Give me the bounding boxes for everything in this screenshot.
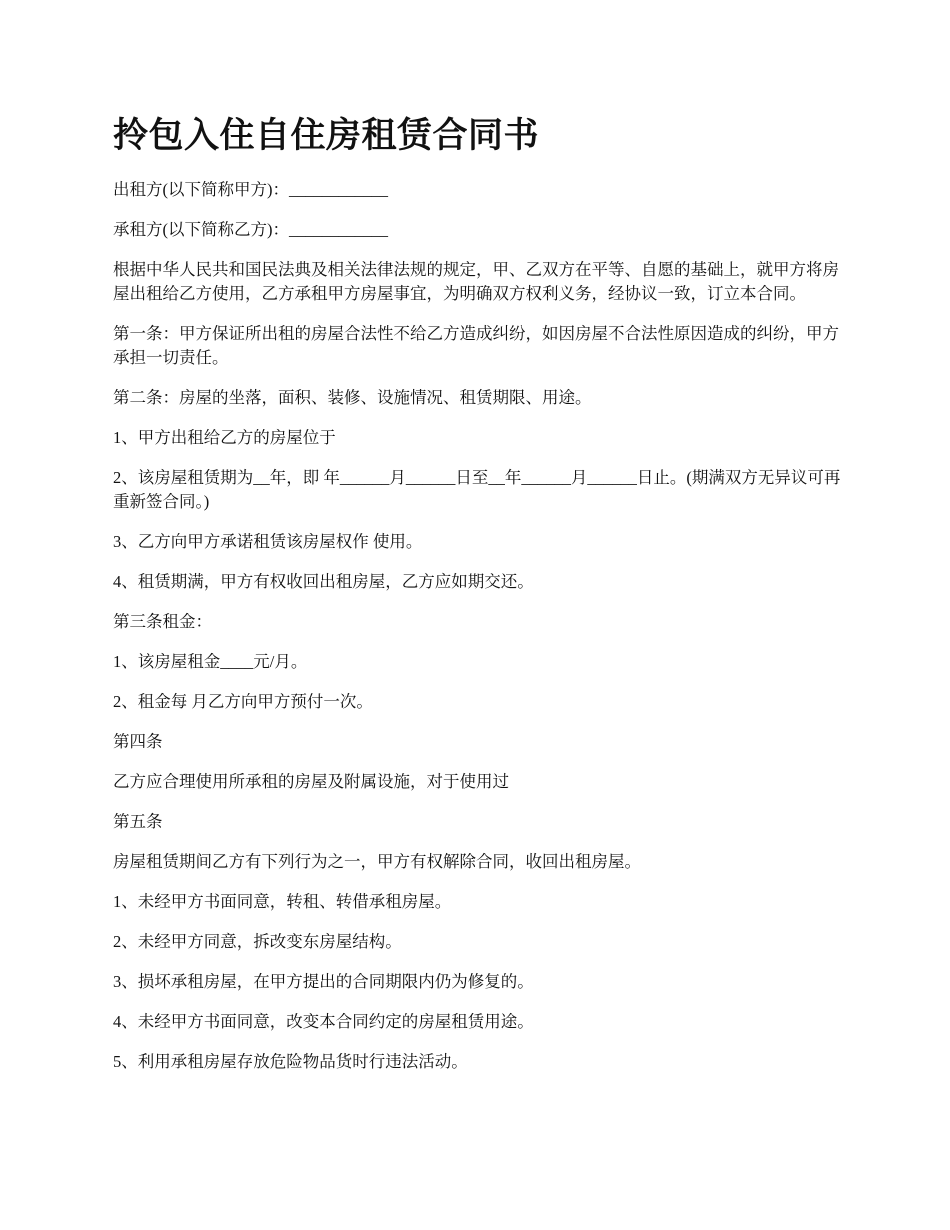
article-4-body: 乙方应合理使用所承租的房屋及附属设施，对于使用过	[113, 772, 509, 791]
article-5-item-4: 4、未经甲方书面同意，改变本合同约定的房屋租赁用途。	[113, 1012, 534, 1031]
article-5-item-5: 5、利用承租房屋存放危险物品货时行违法活动。	[113, 1052, 468, 1071]
article-5-body: 房屋租赁期间乙方有下列行为之一，甲方有权解除合同，收回出租房屋。	[113, 852, 641, 871]
lessor-line: 出租方(以下简称甲方)：____________	[113, 180, 388, 199]
article-1-paragraph: 第一条：甲方保证所出租的房屋合法性不给乙方造成纠纷，如因房屋不合法性原因造成的纠纷，甲方承担一切责任。	[113, 324, 839, 367]
article-2-item-4: 4、租赁期满，甲方有权收回出租房屋，乙方应如期交还。	[113, 572, 534, 591]
article-2-heading: 第二条：房屋的坐落，面积、装修、设施情况、租赁期限、用途。	[113, 388, 592, 407]
article-5-heading: 第五条	[113, 812, 163, 831]
preamble-paragraph: 根据中华人民共和国民法典及相关法律法规的规定，甲、乙双方在平等、自愿的基础上，就甲方将房屋出租给乙方使用，乙方承租甲方房屋事宜，为明确双方权利义务，经协议一致，订立本合同。	[113, 260, 839, 303]
article-3-item-1: 1、该房屋租金____元/月。	[113, 652, 308, 671]
document-title: 拎包入住自住房租赁合同书	[113, 116, 540, 156]
article-2-item-2: 2、该房屋租赁期为__年，即 年______月______日至__年______月______日止。(期满双方无异议可再重新签合同。)	[113, 468, 841, 511]
lessee-line: 承租方(以下简称乙方)：____________	[113, 220, 388, 239]
article-3-heading: 第三条租金：	[113, 612, 212, 631]
article-3-item-2: 2、租金每 月乙方向甲方预付一次。	[113, 692, 373, 711]
document-page	[113, 112, 843, 1090]
article-5-item-3: 3、损坏承租房屋，在甲方提出的合同期限内仍为修复的。	[113, 972, 534, 991]
article-2-item-1: 1、甲方出租给乙方的房屋位于	[113, 428, 336, 447]
article-2-item-3: 3、乙方向甲方承诺租赁该房屋权作 使用。	[113, 532, 423, 551]
article-5-item-1: 1、未经甲方书面同意，转租、转借承租房屋。	[113, 892, 452, 911]
article-5-item-2: 2、未经甲方同意，拆改变东房屋结构。	[113, 932, 402, 951]
article-4-heading: 第四条	[113, 732, 163, 751]
